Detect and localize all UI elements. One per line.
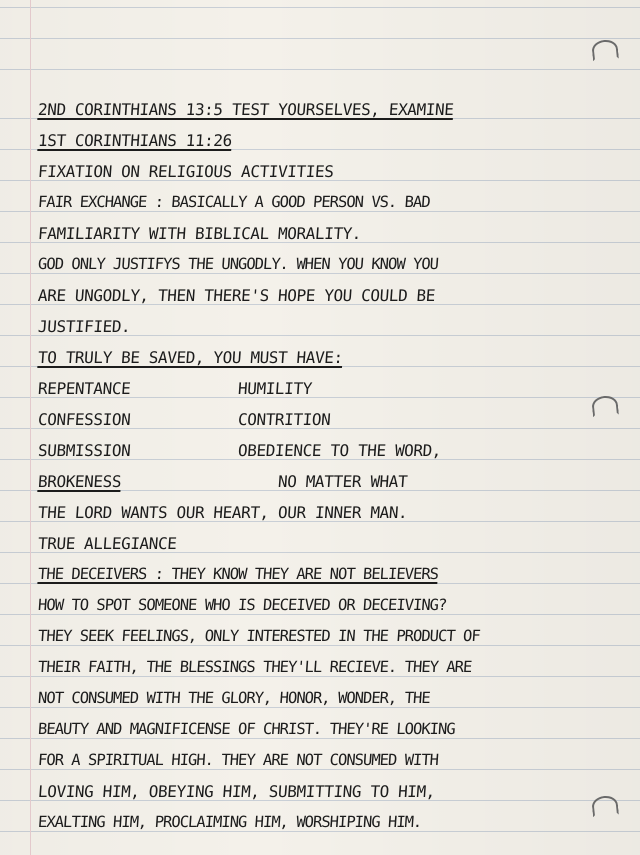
list-row (37, 435, 624, 466)
note-line: ARE UNGODLY, THEN THERE'S HOPE YOU COULD BE (37, 286, 436, 305)
note-line: FIXATION ON RELIGIOUS ACTIVITIES (37, 162, 335, 181)
note-line: THEY SEEK FEELINGS, ONLY INTERESTED IN THE PRODUCT OF (37, 627, 481, 645)
note-line: FAMILIARITY WITH BIBLICAL MORALITY. (37, 224, 362, 243)
note-line-heading: 2ND CORINTHIANS 13:5 TEST YOURSELVES, EXAMINE (37, 100, 455, 119)
note-line: BEAUTY AND MAGNIFICENSE OF CHRIST. THEY'RE LOOKING (37, 720, 456, 738)
note-line: TRUE ALLEGIANCE (37, 534, 178, 553)
list-item-right: HUMILITY (237, 379, 313, 398)
note-line: LOVING HIM, OBEYING HIM, SUBMITTING TO HIM, (37, 782, 436, 801)
list-item-left: REPENTANCE (37, 379, 132, 398)
list-row (37, 373, 624, 404)
list-row (37, 404, 624, 435)
list-row (37, 466, 624, 497)
deceivers-heading: THE DECEIVERS : THEY KNOW THEY ARE NOT BELIEVERS (37, 565, 439, 583)
margin-line (30, 0, 31, 855)
list-item-left: BROKENESS (37, 472, 122, 491)
list-item-right: CONTRITION (237, 410, 332, 429)
note-line: THE LORD WANTS OUR HEART, OUR INNER MAN. (37, 503, 408, 522)
note-line: FAIR EXCHANGE : BASICALLY A GOOD PERSON VS. BAD (37, 193, 431, 211)
note-line: HOW TO SPOT SOMEONE WHO IS DECEIVED OR DECEIVING? (37, 596, 447, 614)
note-line-subheading (37, 559, 624, 590)
note-line: NOT CONSUMED WITH THE GLORY, HONOR, WONDER, THE (37, 689, 431, 707)
list-item-left: SUBMISSION (37, 441, 132, 460)
note-line: THEIR FAITH, THE BLESSINGS THEY'LL RECIEVE. THEY ARE (37, 658, 472, 676)
note-line: GOD ONLY JUSTIFYS THE UNGODLY. WHEN YOU KNOW YOU (37, 255, 439, 273)
binder-hole-icon (591, 39, 619, 62)
note-line-reference: 1ST CORINTHIANS 11:26 (37, 131, 233, 150)
note-line: JUSTIFIED. (37, 317, 132, 336)
list-item-right: NO MATTER WHAT (277, 472, 408, 491)
list-item-left: CONFESSION (37, 410, 132, 429)
note-line-subheading: TO TRULY BE SAVED, YOU MUST HAVE: (37, 348, 344, 367)
note-line: EXALTING HIM, PROCLAIMING HIM, WORSHIPING HIM. (37, 813, 422, 831)
handwritten-notes (38, 94, 623, 838)
note-line: FOR A SPIRITUAL HIGH. THEY ARE NOT CONSUMED WITH (37, 751, 439, 769)
list-item-right: OBEDIENCE TO THE WORD, (237, 441, 442, 460)
